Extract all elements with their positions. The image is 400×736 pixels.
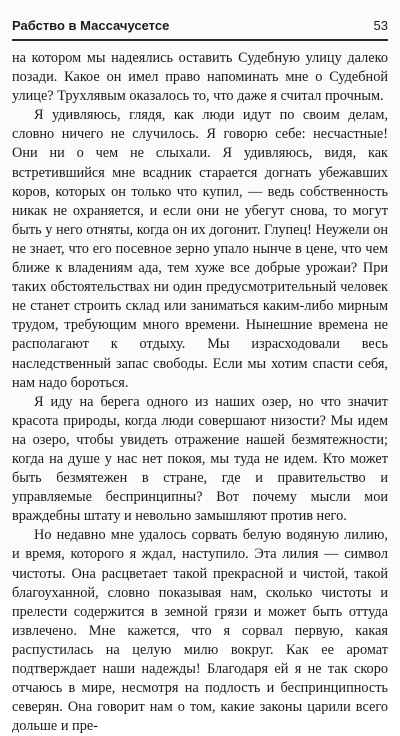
- paragraph: Я удивляюсь, глядя, как люди идут по своим делам, словно ничего не случилось. Я говорю себе: несчастные! Они ни о чем не слыхали. Я удивляюсь, видя, как встретившийся мне всадник старается догнать убежавших коров, которых он только что купил, — ведь собственность никак не охраняется, и если они не убегут снова, то могут быть у него отняты, когда он их догонит. Глупец! Неужели он не знает, что его посевное зерно упало нынче в цене, что чем ближе к владениям ада, тем хуже все добрые урожаи? При таких обстоятельствах ни один предусмотрительный человек не станет строить склад или заниматься каким-либо мирным трудом, требующим много времени. Нынешние времена не располагают к отдыху. Мы израсходовали весь наследственный запас свободы. Если мы хотим спасти себя, нам надо бороться.: [12, 107, 388, 391]
- body-text: [12, 49, 388, 736]
- paragraph: Но недавно мне удалось сорвать белую водяную лилию, и время, которого я ждал, наступило. Эта лилия — символ чистоты. Она расцветает такой прекрасной и чистой, такой благоуханной, словно показывая нам, сколько чистоты и прелести содержится в земной грязи и может быть оттуда извлечено. Мне кажется, что я сорвал первую, какая распустилась на целую милю вокруг. Как ее аромат подтверждает наши надежды! Благодаря ей я не так скоро отчаюсь в мире, несмотря на подлость и беспринципность северян. Она говорит нам о том, какие законы царили всего дольше и пре-: [12, 527, 388, 735]
- header-divider: [12, 39, 388, 41]
- paragraph: Я иду на берега одного из наших озер, но что значит красота природы, когда люди совершают низости? Мы идем на озеро, чтобы увидеть отражение нашей безмятежности; когда на душе у нас нет покоя, мы туда не идем. Кто может быть безмятежен в стране, где и правительство и управляемые беспринципны? Вот почему мысли мои враждебны штату и невольно замышляют против него.: [12, 393, 388, 525]
- chapter-title: Рабство в Массачусетсе: [12, 17, 170, 33]
- page-number: 53: [373, 17, 388, 33]
- running-header: [12, 14, 388, 36]
- paragraph: на котором мы надеялись оставить Судебную улицу далеко позади. Какое он имел право напоминать мне о Судебной улице? Трухлявым оказалось то, что даже я считал прочным.: [12, 50, 388, 105]
